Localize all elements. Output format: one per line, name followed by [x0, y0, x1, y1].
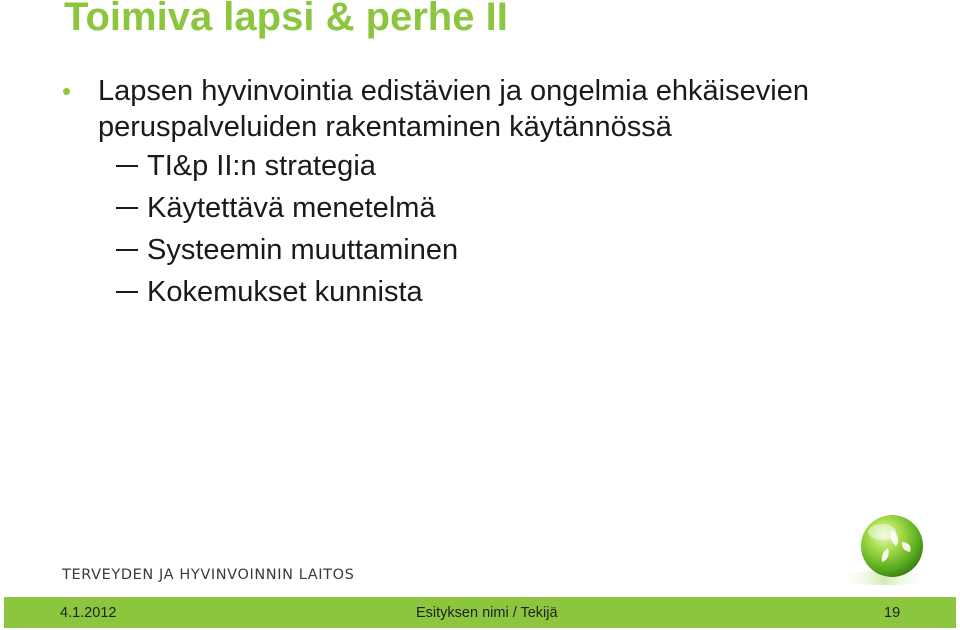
- green-sphere-logo-icon: [830, 508, 940, 588]
- dash-icon: [116, 249, 138, 251]
- sub-bullet-item: [116, 187, 458, 229]
- dash-icon: [116, 291, 138, 293]
- page-number: 19: [884, 605, 901, 621]
- sub-bullet-text: Käytettävä menetelmä: [147, 191, 436, 224]
- bullet-row: [62, 73, 922, 145]
- bullet-dot-icon: •: [62, 76, 72, 106]
- organization-name: TERVEYDEN JA HYVINVOINNIN LAITOS: [62, 567, 355, 583]
- sub-bullet-item: [116, 229, 458, 271]
- sub-bullet-text: Systeemin muuttaminen: [147, 233, 459, 266]
- bullet-text: Lapsen hyvinvointia edistävien ja ongelmia ehkäisevien peruspalveluiden rakentaminen käytännössä: [98, 75, 809, 143]
- footer-date: 4.1.2012: [60, 605, 117, 621]
- sub-bullet-text: TI&p II:n strategia: [147, 149, 376, 182]
- main-bullet: [62, 73, 922, 145]
- footer-author: Esityksen nimi / Tekijä: [416, 605, 558, 621]
- dash-icon: [116, 165, 138, 167]
- sub-bullet-item: [116, 145, 458, 187]
- sub-bullet-list: [116, 145, 458, 313]
- sub-bullet-item: [116, 271, 458, 313]
- sub-bullet-text: Kokemukset kunnista: [147, 275, 423, 308]
- dash-icon: [116, 207, 138, 209]
- footer-bar: [4, 597, 956, 628]
- slide-title: Toimiva lapsi & perhe II: [64, 0, 508, 39]
